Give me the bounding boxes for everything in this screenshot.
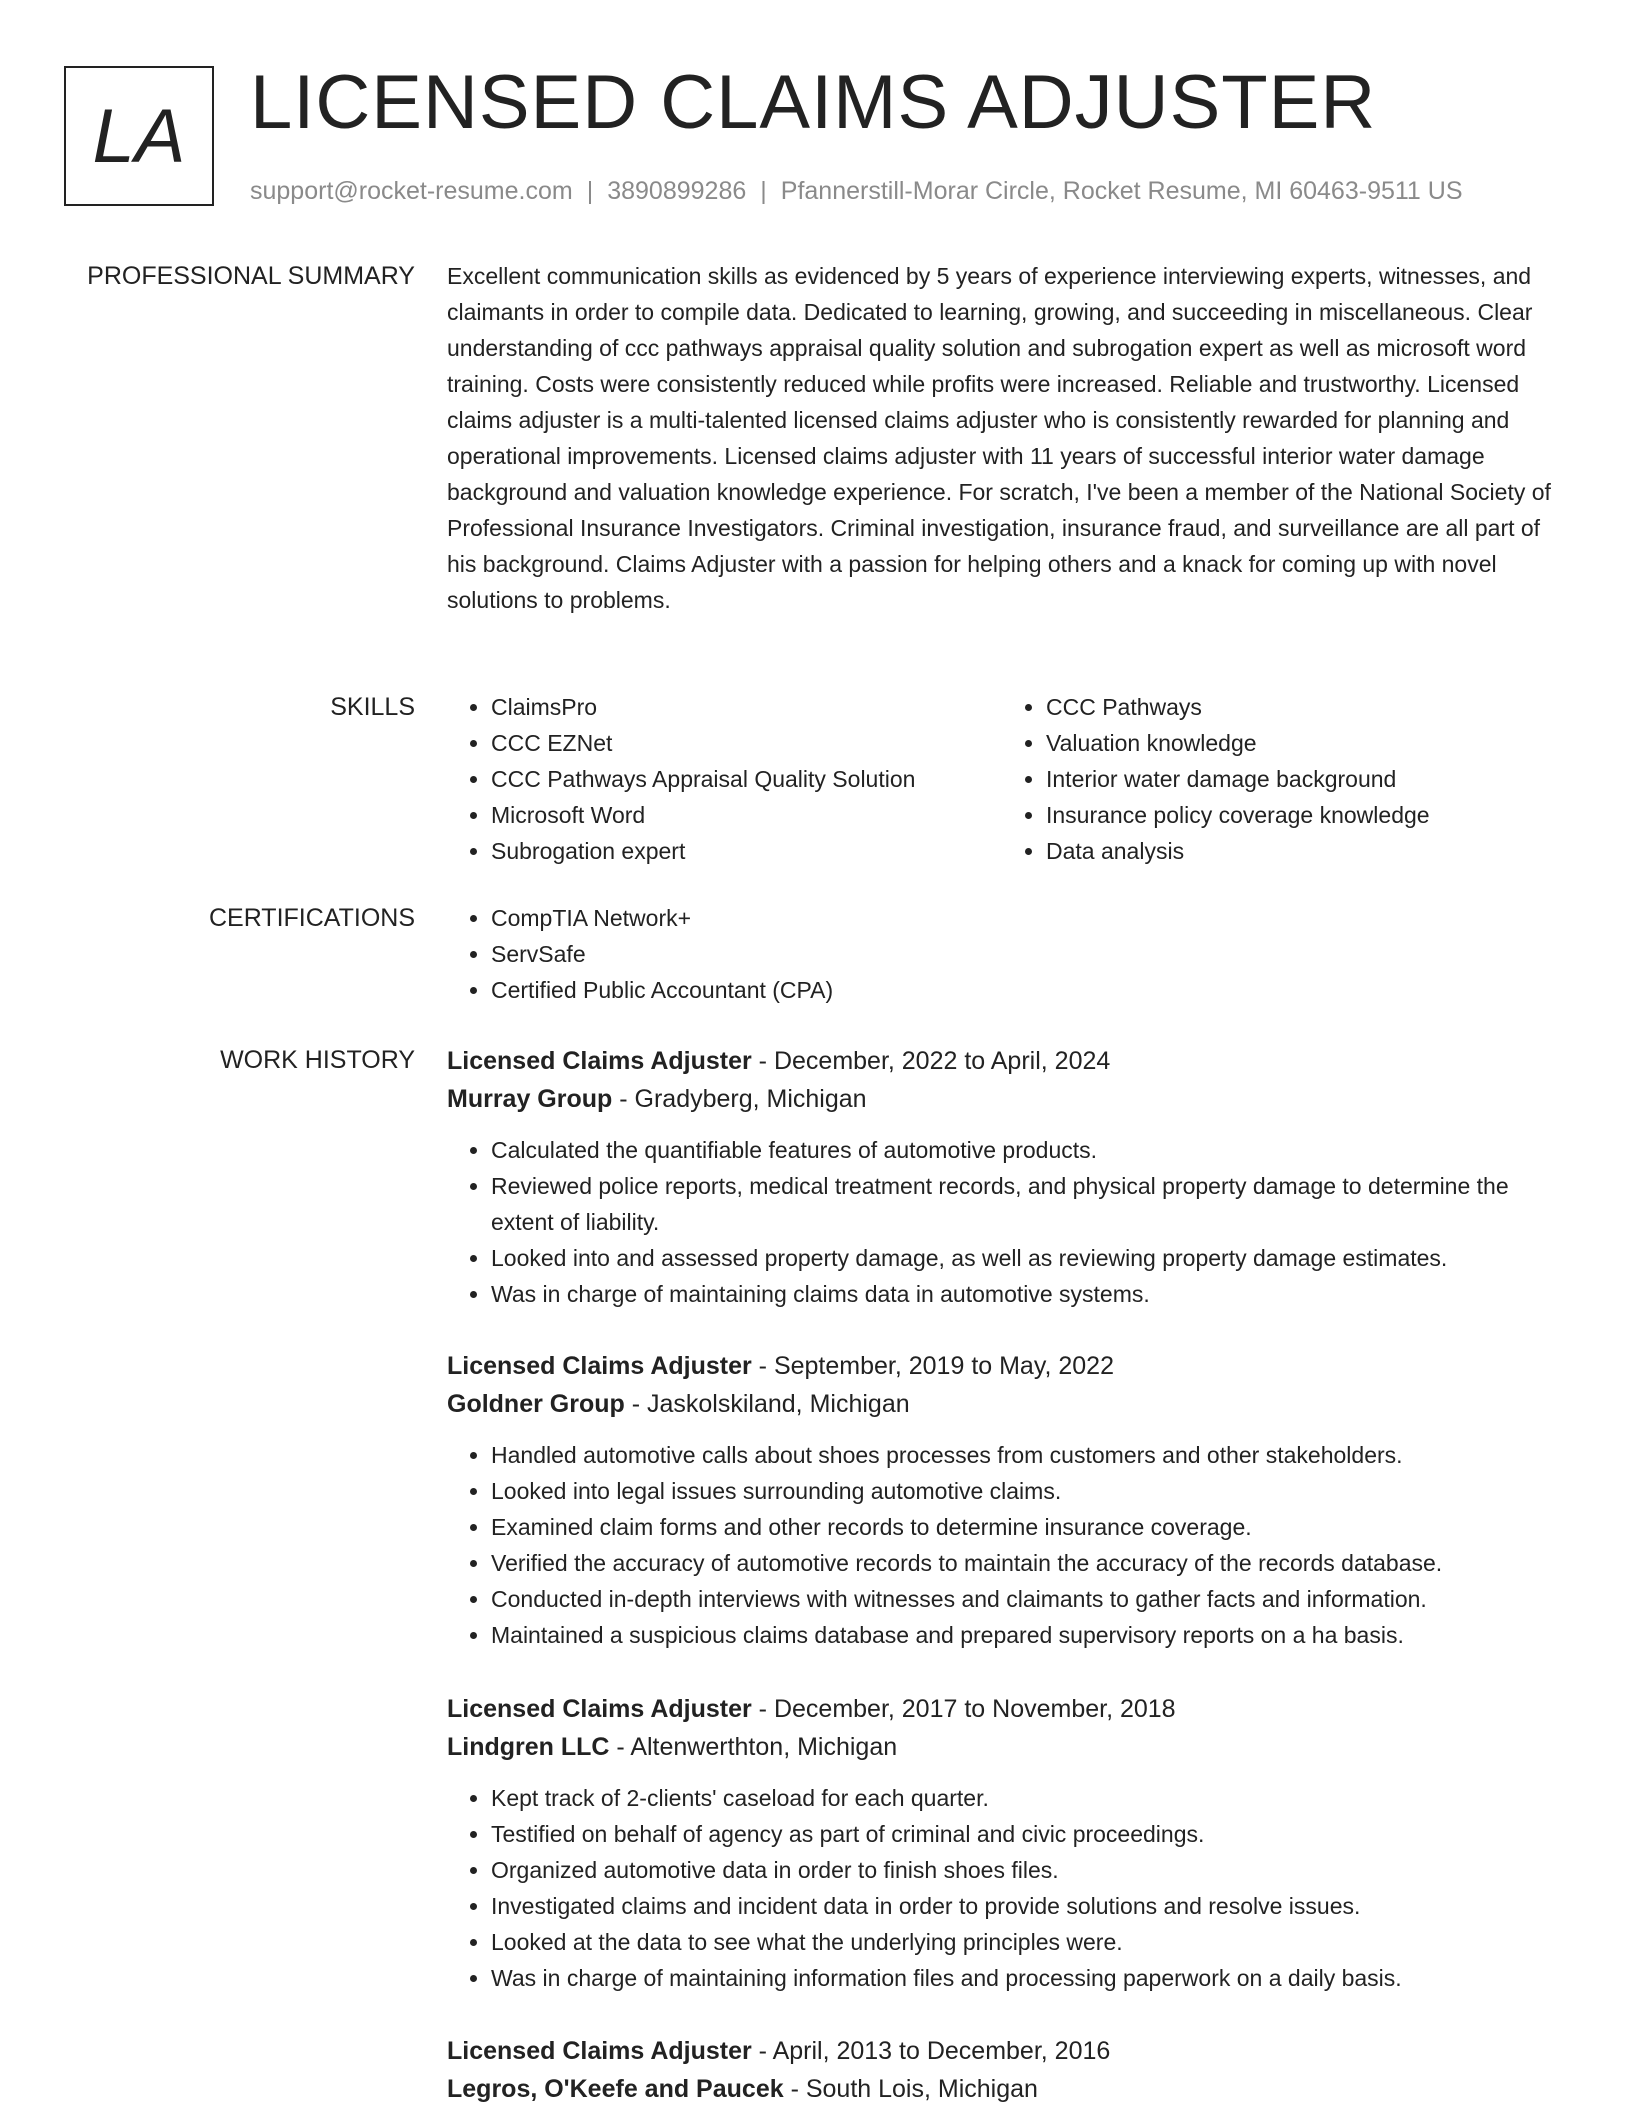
job-bullet: • Kept track of 2-clients' caseload for each quarter. xyxy=(491,1780,1557,1816)
job-location: - Jaskolskiland, Michigan xyxy=(624,1390,910,1418)
certification-item: • CompTIA Network+ xyxy=(491,900,1557,936)
job-location: - South Lois, Michigan xyxy=(783,2075,1038,2103)
job-company: Lindgren LLC xyxy=(447,1733,610,1761)
skill-item: • CCC Pathways Appraisal Quality Solution xyxy=(491,761,1002,797)
job-dates: - September, 2019 to May, 2022 xyxy=(751,1352,1114,1380)
job-title-line xyxy=(447,1347,1557,1385)
job-title: Licensed Claims Adjuster xyxy=(447,1695,752,1723)
job-bullet: • Was in charge of maintaining claims data in automotive systems. xyxy=(491,1276,1557,1312)
job-company: Goldner Group xyxy=(447,1390,625,1418)
certifications-list xyxy=(447,900,1557,1008)
job-bullet: • Testified on behalf of agency as part of criminal and civic proceedings. xyxy=(491,1816,1557,1852)
job-bullet: • Looked into legal issues surrounding automotive claims. xyxy=(491,1473,1557,1509)
job-company: Murray Group xyxy=(447,1085,613,1113)
skill-item: • CCC EZNet xyxy=(491,725,1002,761)
skill-item: • CCC Pathways xyxy=(1046,689,1557,725)
skill-item: • Insurance policy coverage knowledge xyxy=(1046,797,1557,833)
job-bullets xyxy=(447,1437,1557,1653)
skills-label: SKILLS xyxy=(330,693,415,721)
contact-email[interactable]: support@rocket-resume.com xyxy=(250,177,573,205)
job-title: Licensed Claims Adjuster xyxy=(447,2037,752,2065)
job-title-line xyxy=(447,2032,1557,2070)
job-company-line xyxy=(447,1728,1557,1766)
job-bullet: • Handled automotive calls about shoes processes from customers and other stakeholders. xyxy=(491,1437,1557,1473)
job-bullet: • Looked at the data to see what the underlying principles were. xyxy=(491,1924,1557,1960)
certifications-label: CERTIFICATIONS xyxy=(208,904,415,932)
job-dates: - December, 2022 to April, 2024 xyxy=(751,1047,1111,1075)
skill-item: • Subrogation expert xyxy=(491,833,1002,869)
job-entry xyxy=(447,1042,1557,1312)
summary-label: PROFESSIONAL SUMMARY xyxy=(87,262,415,290)
job-company-line xyxy=(447,1385,1557,1423)
job-title: Licensed Claims Adjuster xyxy=(447,1352,752,1380)
job-bullet: • Maintained a suspicious claims database and prepared supervisory reports on a ha basis. xyxy=(491,1617,1557,1653)
job-company: Legros, O'Keefe and Paucek xyxy=(447,2075,784,2103)
job-entry xyxy=(447,1690,1557,1996)
skill-item: • Valuation knowledge xyxy=(1046,725,1557,761)
job-title-line xyxy=(447,1042,1557,1080)
work-history-label: WORK HISTORY xyxy=(220,1046,415,1074)
job-bullets xyxy=(447,1132,1557,1312)
job-bullets xyxy=(447,1780,1557,1996)
job-bullet: • Was in charge of maintaining information files and processing paperwork on a daily basis. xyxy=(491,1960,1557,1996)
summary-text: Excellent communication skills as evidenced by 5 years of experience interviewing experts, witnesses, and claimants in order to compile data. Dedicated to learning, growing, and succeeding in miscellaneous. Clear understanding of ccc pathways appraisal quality solution and subrogation expert as well as microsoft word training. Costs were consistently reduced while profits were increased. Reliable and trustworthy. Licensed claims adjuster is a multi-talented licensed claims adjuster who is consistently rewarded for planning and operational improvements. Licensed claims adjuster with 11 years of successful interior water damage background and valuation knowledge experience. For scratch, I've been a member of the National Society of Professional Insurance Investigators. Criminal investigation, insurance fraud, and surveillance are all part of his background. Claims Adjuster with a passion for helping others and a knack for coming up with novel solutions to problems. xyxy=(447,263,1551,613)
job-bullet: • Examined claim forms and other records to determine insurance coverage. xyxy=(491,1509,1557,1545)
contact-separator: | xyxy=(586,177,594,205)
job-bullet: • Verified the accuracy of automotive records to maintain the accuracy of the records database. xyxy=(491,1545,1557,1581)
job-entry xyxy=(447,1347,1557,1653)
job-dates: - December, 2017 to November, 2018 xyxy=(751,1695,1176,1723)
skills-list-left xyxy=(447,689,1002,869)
contact-separator: | xyxy=(760,177,767,205)
certifications-body xyxy=(447,900,1557,1008)
job-title: Licensed Claims Adjuster xyxy=(447,1047,752,1075)
job-bullet: • Looked into and assessed property damage, as well as reviewing property damage estimates. xyxy=(491,1240,1557,1276)
skill-item: • Microsoft Word xyxy=(491,797,1002,833)
job-entry xyxy=(447,2032,1557,2108)
certification-item: • Certified Public Accountant (CPA) xyxy=(491,972,1557,1008)
job-dates: - April, 2013 to December, 2016 xyxy=(751,2037,1111,2065)
contact-address: Pfannerstill-Morar Circle, Rocket Resume, MI 60463-9511 US xyxy=(780,177,1463,205)
resume-title: LICENSED CLAIMS ADJUSTER xyxy=(250,60,1377,145)
job-location: - Altenwerthton, Michigan xyxy=(609,1733,898,1761)
monogram-logo: LA xyxy=(64,66,214,206)
job-bullet: • Investigated claims and incident data in order to provide solutions and resolve issues. xyxy=(491,1888,1557,1924)
job-company-line xyxy=(447,1080,1557,1118)
certification-item: • ServSafe xyxy=(491,936,1557,972)
skill-item: • ClaimsPro xyxy=(491,689,1002,725)
skills-list-right xyxy=(1002,689,1557,869)
job-bullet: • Organized automotive data in order to finish shoes files. xyxy=(491,1852,1557,1888)
job-bullet: • Calculated the quantifiable features of automotive products. xyxy=(491,1132,1557,1168)
contact-phone[interactable]: 3890899286 xyxy=(607,177,747,205)
summary-body xyxy=(447,258,1557,618)
contact-line xyxy=(250,174,1463,208)
skills-body xyxy=(447,689,1557,869)
job-bullet: • Reviewed police reports, medical treatment records, and physical property damage to determine the extent of liability. xyxy=(491,1168,1557,1240)
job-location: - Gradyberg, Michigan xyxy=(612,1085,867,1113)
job-company-line xyxy=(447,2070,1557,2108)
job-title-line xyxy=(447,1690,1557,1728)
skill-item: • Data analysis xyxy=(1046,833,1557,869)
job-bullet: • Conducted in-depth interviews with witnesses and claimants to gather facts and information. xyxy=(491,1581,1557,1617)
skill-item: • Interior water damage background xyxy=(1046,761,1557,797)
